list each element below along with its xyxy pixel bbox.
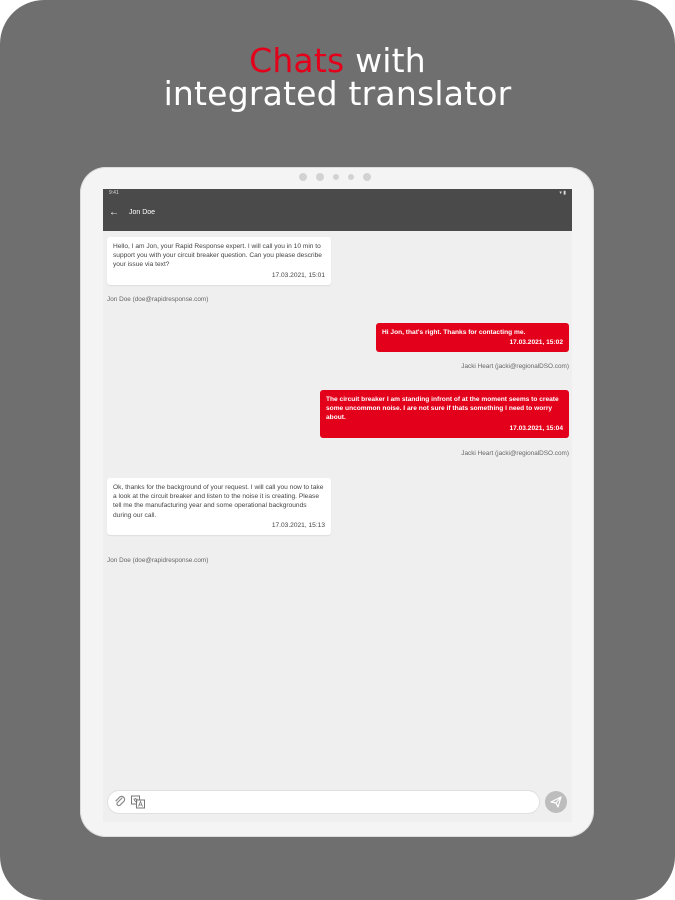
message-bubble-incoming [107, 478, 331, 535]
sensor-dot [363, 173, 371, 181]
send-icon [550, 796, 562, 808]
chat-title: Jon Doe [129, 209, 156, 216]
send-button[interactable] [545, 791, 567, 813]
message-bubble-outgoing [320, 390, 569, 438]
message-sender: Jacki Heart (jacki@regionalDSO.com) [461, 363, 569, 370]
camera-dot [333, 174, 339, 180]
message-text: The circuit breaker I am standing infront of at the moment seems to create some uncommon noise. I are not sure if thats something I need to worry about. [326, 396, 559, 422]
message-bubble-outgoing [376, 323, 569, 352]
message-text: Ok, thanks for the background of your request. I will call you now to take a look at the circuit breaker and listen to the noise it is creating. Please tell me the manufacturing year and some operational backgrounds during our call. [113, 484, 324, 519]
status-bar [103, 189, 572, 197]
status-time: 9:41 [109, 190, 119, 196]
promo-headline [0, 41, 675, 113]
message-timestamp: 17.03.2021, 15:04 [509, 424, 563, 432]
headline-rest: with [344, 41, 426, 80]
status-icons: ▾ ▮ [559, 190, 566, 196]
message-text: Hi Jon, that's right. Thanks for contacting me. [382, 329, 526, 336]
message-sender: Jon Doe (doe@rapidresponse.com) [107, 296, 209, 303]
headline-line2: integrated translator [163, 74, 512, 113]
sensor-dot [299, 173, 307, 181]
headline-accent-word: Chats [249, 41, 345, 80]
paperclip-icon[interactable] [114, 795, 126, 809]
app-bar [103, 197, 572, 231]
message-sender: Jon Doe (doe@rapidresponse.com) [107, 557, 209, 564]
message-input[interactable] [108, 791, 539, 813]
back-arrow-icon[interactable]: ← [109, 207, 119, 218]
app-screen [103, 189, 572, 822]
sensor-dot [348, 174, 354, 180]
message-timestamp: 17.03.2021, 15:02 [509, 339, 563, 347]
translate-icon[interactable] [130, 794, 146, 810]
sensor-dot [316, 173, 324, 181]
tablet-sensors [299, 172, 371, 182]
message-text: Hello, I am Jon, your Rapid Response expert. I will call you in 10 min to support you with your circuit breaker question. Can you please describe your issue via text? [113, 243, 322, 269]
message-sender: Jacki Heart (jacki@regionalDSO.com) [461, 450, 569, 457]
message-timestamp: 17.03.2021, 15:13 [271, 521, 325, 529]
message-bubble-incoming [107, 237, 331, 285]
message-timestamp: 17.03.2021, 15:01 [271, 271, 325, 279]
